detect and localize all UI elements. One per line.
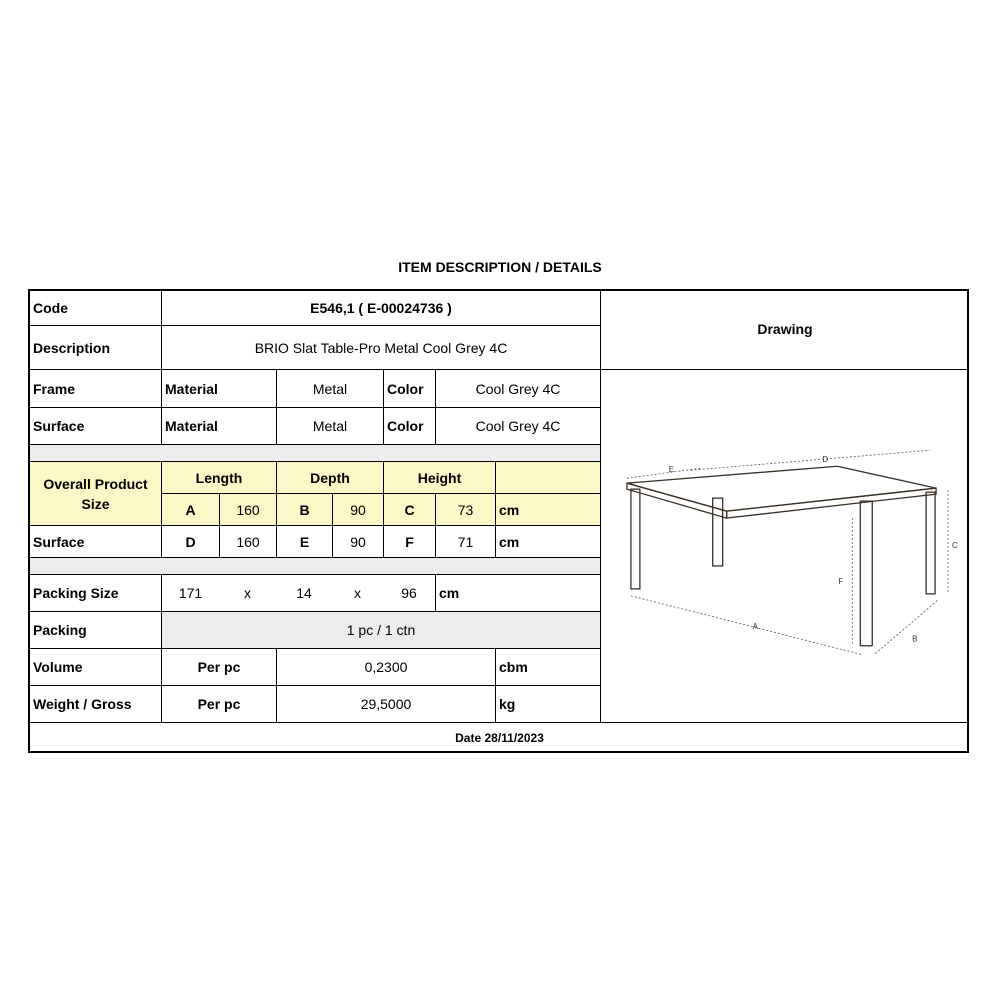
packing-length: 171 <box>161 574 219 611</box>
packing-value: 1 pc / 1 ctn <box>161 611 600 648</box>
tabletop-side-edge <box>727 488 936 518</box>
frame-material-label: Material <box>161 369 276 407</box>
b-value: 90 <box>332 493 383 525</box>
drawing-panel <box>600 369 969 722</box>
frame-color-label: Color <box>383 369 435 407</box>
depth-header: Depth <box>276 461 383 493</box>
item-details-table <box>28 289 969 753</box>
surface-label: Surface <box>30 407 161 444</box>
surface-size-label: Surface <box>30 525 161 557</box>
weight-unit: kg <box>495 685 600 722</box>
length-header: Length <box>161 461 276 493</box>
packing-size-label: Packing Size <box>30 574 161 611</box>
overall-unit: cm <box>495 493 600 525</box>
weight-per: Per pc <box>161 685 276 722</box>
unit-header-empty <box>495 461 600 493</box>
description-value: BRIO Slat Table-Pro Metal Cool Grey 4C <box>161 325 600 369</box>
packing-label: Packing <box>30 611 161 648</box>
volume-per: Per pc <box>161 648 276 685</box>
d-label: D <box>161 525 219 557</box>
drawing-letter-d: D <box>822 454 829 464</box>
date-footer: Date 28/11/2023 <box>30 722 969 753</box>
drawing-letter-e: E <box>668 464 675 474</box>
volume-unit: cbm <box>495 648 600 685</box>
frame-color-value: Cool Grey 4C <box>435 369 600 407</box>
e-label: E <box>276 525 332 557</box>
leg-front-left <box>631 489 640 589</box>
f-label: F <box>383 525 435 557</box>
weight-label: Weight / Gross <box>30 685 161 722</box>
frame-material-value: Metal <box>276 369 383 407</box>
leg-front-right <box>860 501 872 646</box>
surface-color-label: Color <box>383 407 435 444</box>
e-value: 90 <box>332 525 383 557</box>
tabletop-front-edge <box>627 483 727 518</box>
code-value: E546,1 ( E-00024736 ) <box>161 291 600 325</box>
drawing-letter-c: C <box>952 540 958 550</box>
c-label: C <box>383 493 435 525</box>
leg-back-right <box>926 492 935 594</box>
description-label: Description <box>30 325 161 369</box>
drawing-letter-f: F <box>838 576 844 586</box>
overall-size-label: Overall Product Size <box>30 461 161 525</box>
surface-material-label: Material <box>161 407 276 444</box>
surface-material-value: Metal <box>276 407 383 444</box>
spacer-row-2 <box>30 557 600 574</box>
drawing-letter-a: A <box>752 621 758 631</box>
f-value: 71 <box>435 525 495 557</box>
height-header: Height <box>383 461 495 493</box>
d-value: 160 <box>219 525 276 557</box>
packing-width: 14 <box>276 574 332 611</box>
a-value: 160 <box>219 493 276 525</box>
b-label: B <box>276 493 332 525</box>
frame-label: Frame <box>30 369 161 407</box>
table-drawing <box>601 370 969 723</box>
volume-label: Volume <box>30 648 161 685</box>
document-title: ITEM DESCRIPTION / DETAILS <box>398 259 602 275</box>
c-value: 73 <box>435 493 495 525</box>
surface-color-value: Cool Grey 4C <box>435 407 600 444</box>
packing-x1: x <box>219 574 276 611</box>
weight-value: 29,5000 <box>276 685 495 722</box>
drawing-header: Drawing <box>600 291 969 369</box>
packing-x2: x <box>332 574 383 611</box>
drawing-letter-b: B <box>912 634 918 644</box>
code-label: Code <box>33 300 68 316</box>
a-label: A <box>161 493 219 525</box>
spacer-row <box>30 444 600 461</box>
volume-value: 0,2300 <box>276 648 495 685</box>
packing-height: 96 <box>383 574 435 611</box>
surface-unit: cm <box>495 525 600 557</box>
packing-unit: cm <box>435 574 600 611</box>
